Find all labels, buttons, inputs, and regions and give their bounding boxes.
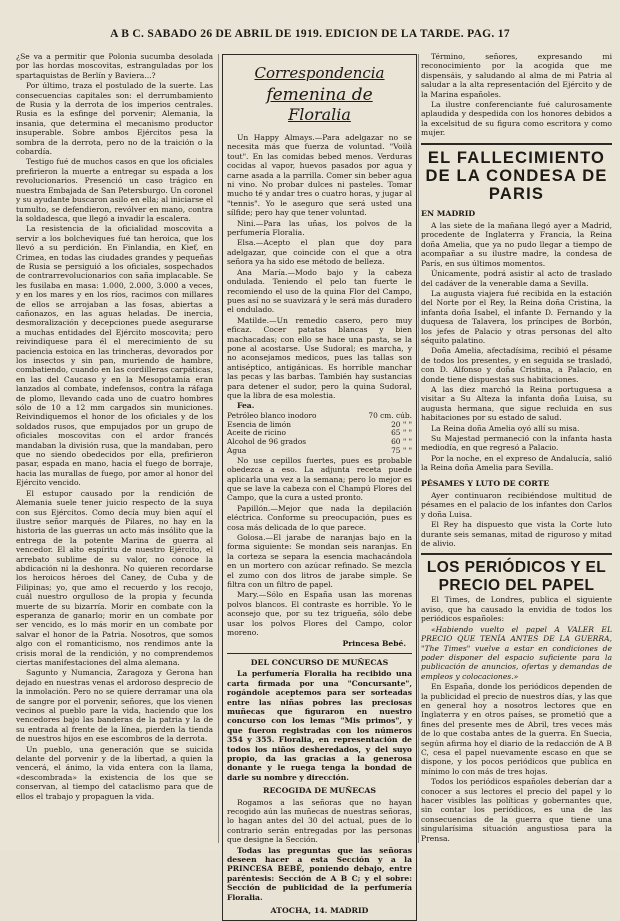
headline-fallecimiento: EL FALLECIMIENTO DE LA CONDESA DE PARIS — [425, 148, 608, 203]
section-title-line2: femenina de — [266, 85, 373, 105]
letter-paragraph: Elsa.—Acepto el plan que doy para adelgazar, que coincide con el que a otra señora ya ha sido ese método de belleza. — [227, 238, 412, 267]
recipe-item: Aceite de ricino — [227, 428, 286, 438]
recogida-subhead: RECOGIDA DE MUÑECAS — [262, 786, 377, 796]
column-rule — [418, 54, 419, 843]
article-paragraph: La Reina doña Amelia oyó allí su misa. — [431, 423, 580, 433]
section-label: EN MADRID — [421, 208, 476, 218]
article-paragraph: El estupor causado por la rendición de Alemania suele tener juicio respecto de la suya con sus Ejércitos. Como decía muy bien aquí el ilustre señor marqués de Pilares, no hay en la historia de las guerras un acto más insólito que la entrega de la potente Marina de guerra al vencedor. El alto espíritu de nuestro Ejército, el arrebato sublime de su valor, no conoce la abdicación ni la deshonra. No quieren recordarse los heroicos héroes del Caney, de Cuba y de Filipinas; yo, que amo el recuerdo y los recojo, cuál nuestro orgulloso de la propia y fecunda muerte de su bizarría. Morir en combate con la esperanza de ganarlo; morir en un combate por ser vencido, es lo más morir en un combate por salvar el honor de la Patria. Nosotros, que somos algo con el romanticismo, nos rendimos ante la crisis moral de la rendición, y no comprendemos ciertas manifestaciones del alma alemana. — [16, 488, 213, 667]
recipe-row — [227, 447, 412, 456]
closing-text: Todas las preguntas que las señoras deseen hacer a esta Sección y a la PRINCESA BEBÉ, poniendo debajo, entre paréntesis: Sección de A B C; y el sobre: Sección de publicidad de la perfumería Floralia. — [227, 845, 412, 902]
recipe-item: Alcohol de 96 grados — [227, 437, 307, 447]
section-title-line3: Floralia — [288, 105, 351, 124]
article-paragraph: El Times, de Londres, publica el siguiente aviso, que ha causado la envidia de todos los periódicos españoles: — [421, 595, 612, 624]
letter-subhead: Fea. — [237, 401, 255, 411]
floralia-box — [222, 54, 417, 921]
column-middle — [222, 52, 417, 916]
column-right — [421, 52, 612, 845]
concurso-subhead: DEL CONCURSO DE MUÑECAS — [250, 657, 389, 667]
divider — [421, 143, 612, 145]
letter-paragraph: Nini.—Para las uñas, los polvos de la perfumería Floralia. — [227, 218, 412, 238]
divider — [421, 553, 612, 555]
article-paragraph: Sagunto y Numancia, Zaragoza y Gerona han dejado en nuestras venas el ardoroso desprecio de la inmolación. Pero no se quiere derramar una ola de sangre por el porvenir, señores, que los vienen vecinos al pueblo pare la vida, haciendo que los vencedores bajo las banderas de la patria y la de su entrada al frente de la línea, pierden la tienda de nuestros hijos en ese escombros de la derrota. — [16, 668, 213, 744]
article-paragraph: Ayer continuaron recibiéndose multitud de pésames en el palacio de los infantes don Carlos y doña Luisa. — [421, 491, 612, 519]
letter-paragraph: Matilde.—Un remedio casero, pero muy eficaz. Cocer patatas blancas y bien machacadas; con ello se hace una pasta, se la pone al acostarse. Use Sudoral; es marcha, y no aconsejamos medicos, pues las tallas son antiséptico, antigánicas. Es horrible manchar las pecas y las barbas. También hay sustancias para detener el sudor, pero la quina Sudoral, que la libra de esa molestia. — [227, 315, 412, 400]
recipe-item: Agua — [227, 445, 247, 455]
letter-paragraph: No use cepillos fuertes, pues es probable obedezca a eso. La adjunta receta puede aplicarla una vez a la semana; pero lo mejor es que se lave la cabeza con el Champú Flores del Campo, que la cura a usted pronto. — [227, 455, 412, 503]
article-paragraph: Únicamente, podrá asistir al acto de traslado del cadáver de la venerable dama a Sevilla. — [421, 269, 612, 288]
letter-paragraph: Un Happy Almays.—Para adelgazar no se necesita más que fuerza de voluntad. "Voilà tout". En las comidas bebed menos. Verduras cocidas al vapor, huevos pasados por agua y carne asada a la parrilla. Comer sin beber agua ni vino. No probar dulces ni pasteles. Tomar mucho té y andar tres o cuatro horas, y jugar al "tennis". Yo le aseguro que será usted una sílfide; pero hay que tener voluntad. — [227, 133, 412, 218]
section-title-line1: Correspondencia — [254, 64, 385, 82]
recipe-row — [227, 438, 412, 447]
article-paragraph: Doña Amelia, afectadísima, recibió el pésame de todos los presentes, y en seguida se trasladó, con D. Alfonso y doña Cristina, a Palacio, en donde tiene dispuestas sus habitaciones. — [421, 346, 612, 384]
headline-periodicos: LOS PERIÓDICOS Y EL PRECIO DEL PAPEL — [426, 559, 607, 595]
recipe-qty: 70 cm. cúb. — [368, 410, 412, 420]
article-paragraph: La resistencia de la oficialidad moscovita a servir a los bolcheviques fué tan heroica, que los llevó a su perdición. En Finlandia, en Kief, en Crimea, en todas las ciudades grandes y pequeñas de Rusia se persiguió a los oficiales, sospechados de contrarrevolucionarios con saña implacable. Se les fusilaba en masa: 1.000, 2.000, 3.000 a veces, y en los mares y en los ríos, racimos con millares de ellos se arrojaban a las fosas, abiertas a cañonazos, en las aguas heladas. De inercia, desmoralización y decepciones puede asegurarse a muchas entidades del Ejército moscovita; pero reivindiquese para él el merecimiento de su paciencia estoica en las trincheras, devorados por los insectos y sin pan, muriendo de hambre, combatiendo, cuando en las cordilleras carpáticas, en las del Caucaso y en la Mesopotamia eran lanzados al combate, indefensos, contra la ráfaga de plomo, llevando cada uno de cuatro hombres sólo de 10 a 12 mm cargados sin municiones. Reivindiquemos el honor de los oficiales y de los soldados rusos, que empujados por un grupo de oficiales moscovitas con el ardor francés mandaban la división rusa, que la mandaban, pero que no siendo obedecidos por ella, prefirieron pasar, espada en mano, hacia el fuego de borraje, hacia las murallas de fuego, por amor al honor del Ejército vencido. — [16, 224, 213, 488]
address: ATOCHA, 14. MADRID — [270, 906, 369, 916]
letter-paragraph: Golosa.—El jarabe de naranjas bajo en la forma siguiente: Se mondan seis naranjas. En la corteza se separa la esencia machacándola en un mortero con azúcar refinado. Se mezcla el zumo con dos litros de jarabe simple. Se filtra con un filtro de papel. — [227, 533, 412, 590]
signature: Princesa Bebé. — [342, 639, 406, 649]
article-paragraph: Por último, traza el postulado de la suerte. Las consecuencias capitales son: el derrumbamiento de Rusia y la derrota de los imperios centrales. Rusia es la esfinge del porvenir; Alemania, la insania, que determina el mecanismo productor insuperable. Sobre ambos Ejércitos pesa la sombra de la derrota, pero no de la traición o la cobardía. — [16, 81, 213, 157]
recipe-qty: 20 " " — [391, 419, 412, 429]
article-paragraph: Todos los periódicos españoles deberían dar a conocer a sus lectores el precio del papel y lo hacer visibles las políticas y gobernantes que, sin contar los periódicos, es una de las consecuencias de la guerra que tiene una singularísima situación angustiosa para la Prensa. — [421, 777, 612, 843]
recipe-item: Esencia de limón — [227, 419, 291, 429]
letter-paragraph: Mary.—Sólo en España usan las morenas polvos blancos. El contraste es horrible. Yo le aconsejo que, por su tez trigueña, sólo debe usar los polvos Flores del Campo, color moreno. — [227, 590, 412, 638]
concurso-text: La perfumería Floralia ha recibido una carta firmada por una "Concursante", rogándole aceptemos para ser sorteadas entre las niñas pobres las preciosas muñecas que figuraron en nuestro concurso con los lemas "Mis primos", y que fueron registradas con los números 354 y 355. Floralia, en representación de todos los niños desheredados, y del suyo propio, da las gracias a la generosa donante y le ruega tenga la bondad de darle su nombre y dirección. — [227, 669, 412, 782]
article-paragraph: A las siete de la mañana llegó ayer a Madrid, procedente de Inglaterra y Francia, la Reina doña Amelia, que ya no pudo llegar a tiempo de acompañar a su ilustre madre, la condesa de París, en sus últimos momentos. — [421, 221, 612, 268]
article-paragraph: Por la noche, en el expreso de Andalucía, salió la Reina doña Amelia para Sevilla. — [421, 453, 612, 473]
recogida-text: Rogamos a las señoras que no hayan recogido aún las muñecas de nuestras señoras, lo hagan antes del 30 del actual, pues de lo contrario serán entregadas por las personas que designe la Sección. — [227, 797, 412, 845]
recipe-qty: 75 " " — [391, 445, 412, 455]
letter-paragraph: Papillón.—Mejor que nada la depilación eléctrica. Conforme su preocupación, pues es cosa más delicada de lo que parece. — [227, 503, 412, 532]
column-left — [16, 52, 213, 845]
divider — [227, 653, 412, 654]
article-paragraph: Término, señores, expresando mi reconocimiento por la acogida que me dispensáis, y saludando al alma de mi Patria al saludar a la alta representación del Ejército y de la Marina españoles. — [421, 52, 612, 99]
article-paragraph: El Rey ha dispuesto que vista la Corte luto durante seis semanas, mitad de riguroso y mitad de alivio. — [421, 520, 612, 549]
article-quote: «Habiendo vuelto el papel A VALER EL PRECIO QUE TENÍA ANTES DE LA GUERRA, "The Times" vuelve a estar en condiciones de poder disponer del espacio suficiente para la publicación de anuncios, ofertas y demandas de empleos y colocaciones.» — [421, 624, 612, 681]
recipe-qty: 60 " " — [391, 437, 412, 447]
recipe-table — [227, 412, 412, 456]
letter-paragraph: Ana María.—Modo bajo y la cabeza ondulada. Teniendo el pelo tan fuerte le recomiendo el uso de la quina Flor del Campo, pues así no se suavizará y le será más duradero el ondulado. — [227, 267, 412, 315]
article-paragraph: ¿Se va a permitir que Polonia sucumba desolada por las hordas moscovitas, estranguladas por los spartaquistas de Berlín y Baviera...? — [16, 52, 213, 80]
page-header: A B C. SABADO 26 DE ABRIL DE 1919. EDICION DE LA TARDE. PAG. 17 — [110, 28, 510, 40]
recipe-qty: 65 " " — [391, 428, 412, 438]
column-rule — [218, 54, 219, 843]
article-paragraph: En España, donde los periódicos dependen de la publicidad el precio de nuestros días, y las que en general hoy a nosotros lectores que en Inglaterra y en otros países, se prometió que a fines del presente mes de Abril, tres veces más de lo que costaba antes de la guerra. En Suecia, según afirma hoy el diario de la redacción de A B C, cesa el papel nuevamente escaso en que se dispone, y los pocos periódicos que publica en mínimo lo con más de tres hojas. — [421, 682, 612, 776]
article-paragraph: Un pueblo, una generación que se suicida delante del porvenir y de la libertad, a quien la vencerá, el ánimo, la vida entera con la llama, «descombrada» la existencia de los que se conservan, al tiempo del cataclismo para que de ellos el trabajo y propaguen la vida. — [16, 744, 213, 801]
recipe-item: Petróleo blanco inodoro — [227, 410, 317, 420]
article-paragraph: Testigo fué de muchos casos en que los oficiales prefirieron la muerte a entregar su espada a los revolucionarios. Presenció un caso trágico en nuestra Embajada de San Petersburgo. Un coronel y su ayudante buscaron asilo en ella; al iniciarse el tumulto, se defendieron, revólver en mano, contra la soldadesca, que llegó a invadir la escalera. — [16, 157, 213, 223]
article-paragraph: Su Majestad permaneció con la infanta hasta mediodía, en que regresó a Palacio. — [421, 434, 612, 453]
article-paragraph: A las diez marchó la Reina portuguesa a visitar a Su Alteza la infanta doña Luisa, su augusta hermana, que sigue recluida en sus habitaciones por su estado de salud. — [421, 384, 612, 423]
article-paragraph: La ilustre conferenciante fué calurosamente aplaudida y despedida con los honores debidos a la excelsitud de su figura como escritora y como mujer. — [421, 100, 612, 138]
section-label: PÉSAMES Y LUTO DE CORTE — [421, 478, 550, 488]
article-paragraph: La augusta viajera fué recibida en la estación del Norte por el Rey, la Reina doña Cristina, la infanta doña Isabel, el infante D. Fernando y la duquesa de Talavera, los príncipes de Borbón, los jefes de Palacio y otras personas del alto séquito palatino. — [421, 288, 612, 345]
